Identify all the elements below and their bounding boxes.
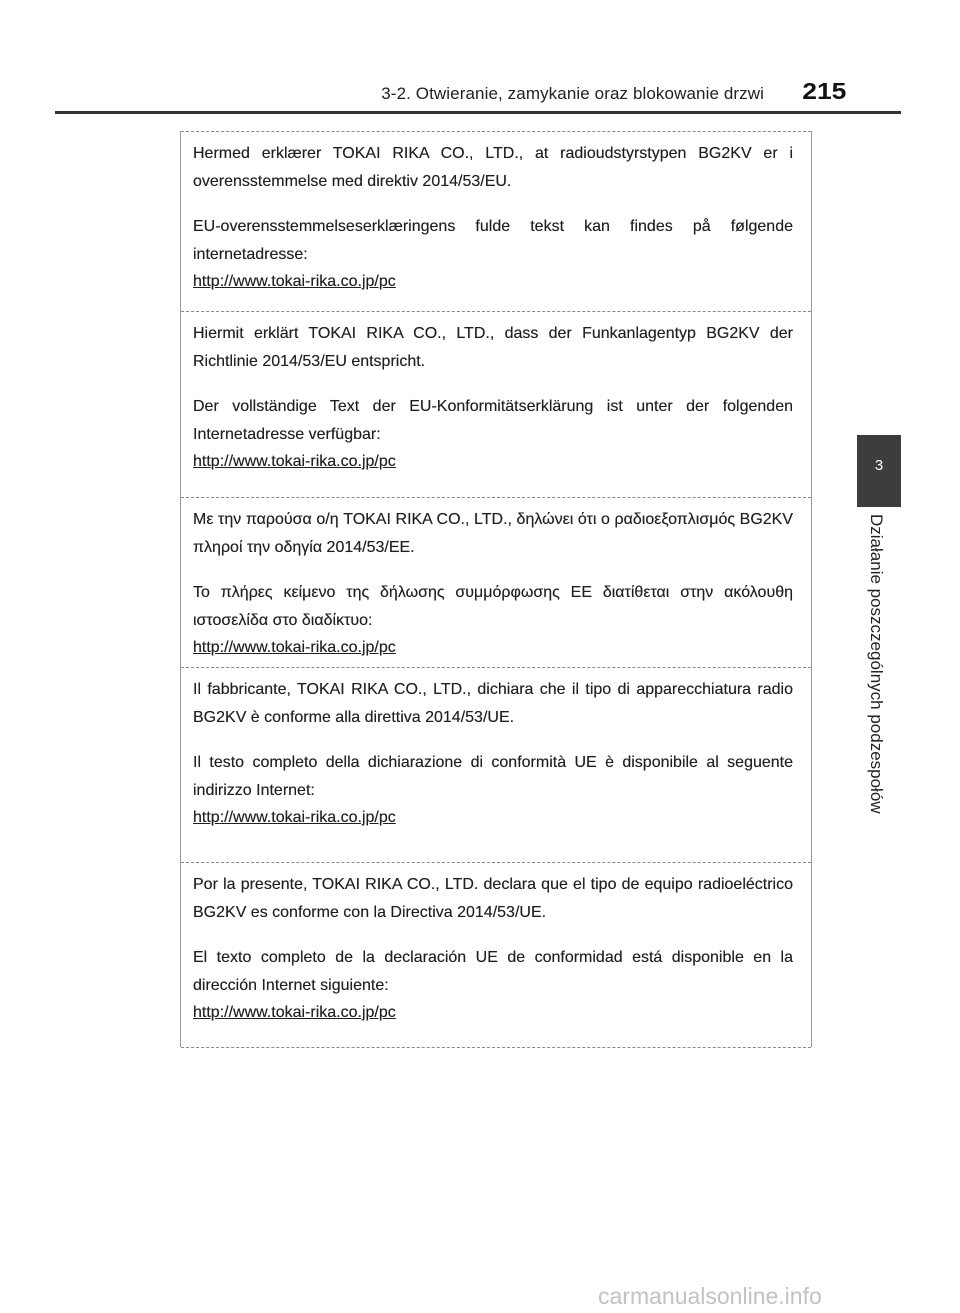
declaration-greek [181, 497, 811, 660]
declaration-danish [181, 131, 811, 310]
declaration-spanish [181, 862, 811, 1048]
chapter-label: Działanie poszczególnych podzespołów [867, 514, 886, 814]
declaration-url-link[interactable]: http://www.tokai-rika.co.jp/pc [193, 273, 396, 290]
chapter-number: 3 [874, 457, 884, 474]
declaration-statement: Por la presente, TOKAI RIKA CO., LTD. declara que el tipo de equipo radioeléctrico BG2KV es conforme con la Directiva 2014/53/UE. [193, 876, 793, 921]
page-number: 215 [801, 78, 846, 104]
declaration-availability: Der vollständige Text der EU-Konformitätserklärung ist unter der folgenden Internetadresse verfügbar: [193, 398, 793, 443]
declaration-availability: El texto completo de la declaración UE de conformidad está disponible en la dirección Internet siguiente: [193, 949, 793, 994]
declaration-italian [181, 667, 811, 858]
declaration-german [181, 311, 811, 492]
declaration-url-link[interactable]: http://www.tokai-rika.co.jp/pc [193, 639, 396, 656]
declaration-availability: Το πλήρες κείμενο της δήλωσης συμμόρφωσης ΕΕ διατίθεται στην ακόλουθη ιστοσελίδα στο διαδίκτυο: [193, 584, 793, 629]
conformity-declarations-box [180, 131, 812, 1047]
section-title: 3-2. Otwieranie, zamykanie oraz blokowanie drzwi [381, 84, 764, 103]
page-header [0, 0, 960, 120]
declaration-availability: Il testo completo della dichiarazione di conformità UE è disponibile al seguente indirizzo Internet: [193, 754, 793, 799]
declaration-url-link[interactable]: http://www.tokai-rika.co.jp/pc [193, 1004, 396, 1021]
header-rule [55, 111, 901, 114]
declaration-statement: Hermed erklærer TOKAI RIKA CO., LTD., at radioudstyrstypen BG2KV er i overensstemmelse med direktiv 2014/53/EU. [193, 145, 793, 190]
declaration-statement: Hiermit erklärt TOKAI RIKA CO., LTD., dass der Funkanlagentyp BG2KV der Richtlinie 2014/53/EU entspricht. [193, 325, 793, 370]
declaration-availability: EU-overensstemmelseserklæringens fulde tekst kan findes på følgende internetadresse: [193, 218, 793, 263]
chapter-tab [857, 435, 901, 507]
site-watermark: carmanualsonline.info [598, 1283, 822, 1309]
declaration-statement: Με την παρούσα ο/η TOKAI RIKA CO., LTD., δηλώνει ότι ο ραδιοεξοπλισμός BG2KV πληροί την οδηγία 2014/53/ΕΕ. [193, 511, 793, 556]
declaration-url-link[interactable]: http://www.tokai-rika.co.jp/pc [193, 453, 396, 470]
declaration-url-link[interactable]: http://www.tokai-rika.co.jp/pc [193, 809, 396, 826]
declaration-statement: Il fabbricante, TOKAI RIKA CO., LTD., dichiara che il tipo di apparecchiatura radio BG2KV è conforme alla direttiva 2014/53/UE. [193, 681, 793, 726]
chapter-side-label [868, 514, 888, 854]
